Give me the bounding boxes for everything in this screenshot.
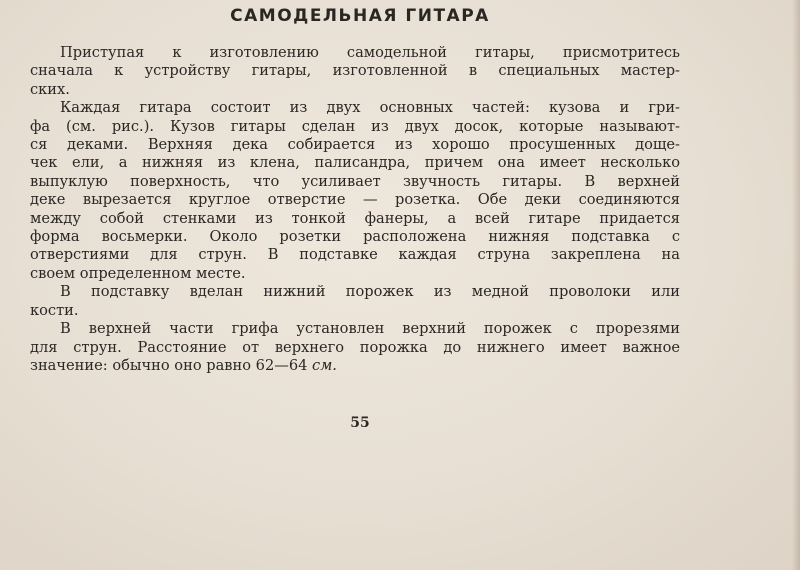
text-line: Каждая гитара состоит из двух основных частей: кузова и гри- xyxy=(60,99,680,117)
article-body xyxy=(30,44,680,375)
paragraph-2 xyxy=(30,99,680,283)
page-edge-shadow xyxy=(792,0,800,570)
text-line: отверстиями для струн. В подставке каждая струна закреплена на xyxy=(30,246,680,264)
paragraph-1 xyxy=(30,44,680,99)
page-number: 55 xyxy=(350,415,370,431)
text-line: чек ели, а нижняя из клена, палисандра, причем она имеет несколько xyxy=(30,154,680,172)
text-line: выпуклую поверхность, что усиливает звучность гитары. В верхней xyxy=(30,172,680,190)
unit-cm: см. xyxy=(312,356,337,374)
text-line: форма восьмерки. Около розетки расположена нижняя подставка с xyxy=(30,228,680,246)
text-line: сначала к устройству гитары, изготовленной в специальных мастер- xyxy=(30,62,680,80)
text-line: ских. xyxy=(30,80,70,98)
page-title: САМОДЕЛЬНАЯ ГИТАРА xyxy=(230,6,490,26)
text-line-main: значение: обычно оно равно 62—64 xyxy=(30,356,313,374)
text-line: между собой стенками из тонкой фанеры, а всей гитаре придается xyxy=(30,209,680,227)
text-line: ся деками. Верхняя дека собирается из хорошо просушенных доще- xyxy=(30,136,680,154)
paragraph-4 xyxy=(30,320,680,375)
paragraph-3 xyxy=(30,283,680,320)
text-line: деке вырезается круглое отверстие — розетка. Обе деки соединяются xyxy=(30,191,680,209)
text-line: Приступая к изготовлению самодельной гитары, присмотритесь xyxy=(60,44,680,61)
text-line: В подставку вделан нижний порожек из медной проволоки или xyxy=(60,283,680,301)
text-line: В верхней части грифа установлен верхний порожек с прорезями xyxy=(60,320,680,338)
text-line: кости. xyxy=(30,301,79,319)
text-line: своем определенном месте. xyxy=(30,264,246,282)
text-line: для струн. Расстояние от верхнего порожка до нижнего имеет важное xyxy=(30,338,680,356)
text-line: фа (см. рис.). Кузов гитары сделан из двух досок, которые называют- xyxy=(30,117,680,135)
text-line xyxy=(30,357,680,375)
